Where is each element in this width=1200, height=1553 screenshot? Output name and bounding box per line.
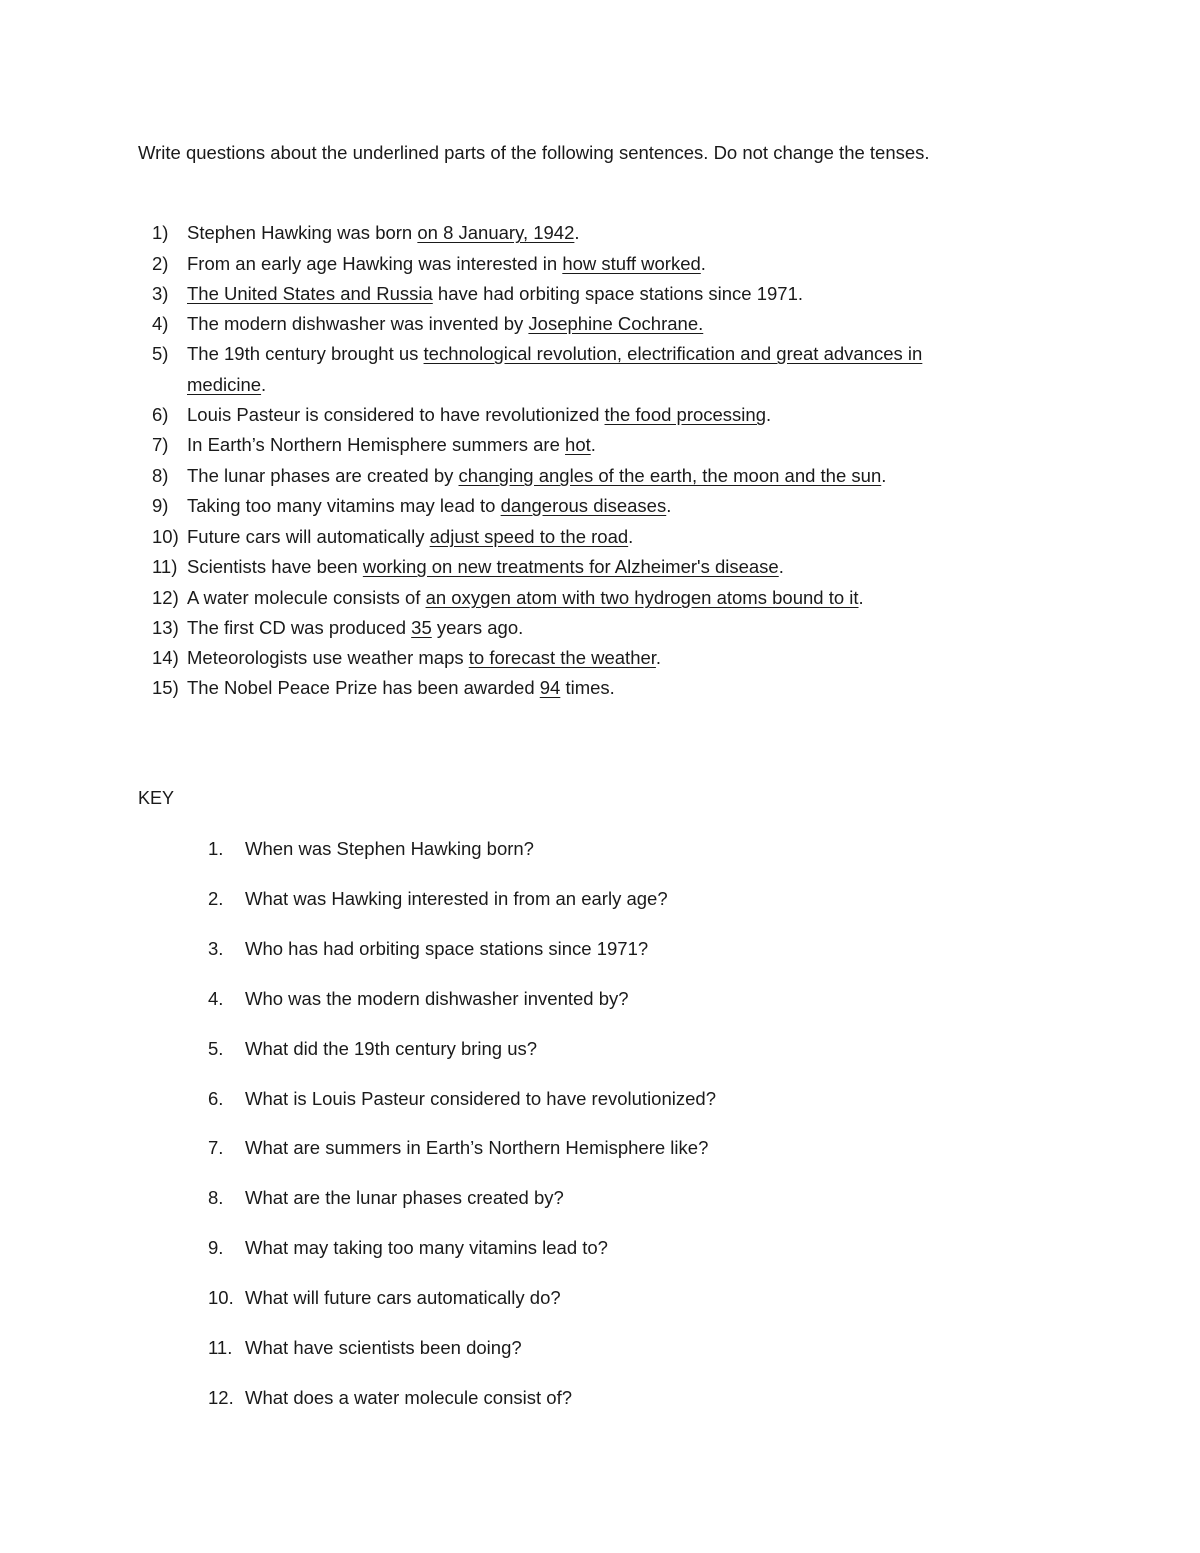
key-answer: What does a water molecule consist of? bbox=[245, 1387, 572, 1408]
exercise-number: 14) bbox=[152, 647, 179, 668]
exercise-sentence bbox=[187, 404, 771, 426]
exercise-sentence bbox=[187, 343, 922, 365]
sentence-text: . bbox=[655, 647, 662, 668]
key-answer: What may taking too many vitamins lead to? bbox=[245, 1237, 608, 1258]
exercise-sentence bbox=[187, 253, 706, 275]
underlined-phrase: on 8 January, 1942 bbox=[417, 222, 575, 243]
sentence-text: . bbox=[574, 222, 580, 243]
sentence-text: . bbox=[700, 253, 706, 274]
sentence-text: . bbox=[590, 434, 596, 455]
key-number: 10. bbox=[208, 1287, 234, 1308]
key-number: 12. bbox=[208, 1387, 234, 1408]
key-answer: What is Louis Pasteur considered to have revolutionized? bbox=[245, 1088, 716, 1109]
sentence-text: . bbox=[881, 465, 887, 486]
underlined-phrase: the food processing bbox=[604, 404, 766, 425]
exercise-sentence bbox=[187, 587, 864, 609]
sentence-text: The 19th century brought us bbox=[187, 343, 424, 364]
key-answer: What was Hawking interested in from an early age? bbox=[245, 888, 668, 909]
sentence-text: In Earth’s Northern Hemisphere summers are bbox=[187, 434, 566, 455]
sentence-text: Stephen Hawking was born bbox=[187, 222, 418, 243]
exercise-number: 12) bbox=[152, 587, 179, 608]
key-number: 3. bbox=[208, 938, 224, 959]
exercise-sentence bbox=[187, 647, 661, 669]
sentence-text: Taking too many vitamins may lead to bbox=[187, 495, 501, 516]
underlined-phrase: 94 bbox=[539, 677, 561, 698]
underlined-phrase: working on new treatments for Alzheimer's disease bbox=[362, 556, 779, 577]
key-number: 4. bbox=[208, 988, 224, 1009]
key-number: 11. bbox=[208, 1337, 233, 1358]
exercise-number: 9) bbox=[152, 495, 169, 516]
key-number: 7. bbox=[208, 1137, 224, 1158]
sentence-text: The lunar phases are created by bbox=[187, 465, 459, 486]
sentence-text: . bbox=[666, 495, 672, 516]
exercise-number: 15) bbox=[152, 677, 179, 698]
underlined-phrase: Josephine Cochrane. bbox=[528, 313, 704, 334]
exercise-sentence bbox=[187, 434, 596, 456]
sentence-text: . bbox=[858, 587, 864, 608]
key-answer: Who was the modern dishwasher invented by? bbox=[245, 988, 629, 1009]
sentence-text: A water molecule consists of bbox=[187, 587, 426, 608]
sentence-text: The first CD was produced bbox=[187, 617, 412, 638]
underlined-phrase: technological revolution, electrification and great advances in bbox=[423, 343, 923, 364]
key-answer: What will future cars automatically do? bbox=[245, 1287, 561, 1308]
instruction-text: Write questions about the underlined parts of the following sentences. Do not change the tenses. bbox=[138, 142, 930, 163]
exercise-sentence bbox=[187, 495, 671, 517]
underlined-phrase: The United States and Russia bbox=[187, 283, 433, 304]
exercise-sentence bbox=[187, 283, 803, 305]
key-number: 2. bbox=[208, 888, 224, 909]
exercise-number: 11) bbox=[152, 556, 178, 577]
sentence-text: . bbox=[261, 374, 267, 395]
exercise-number: 3) bbox=[152, 283, 169, 304]
underlined-phrase: changing angles of the earth, the moon and the sun bbox=[458, 465, 882, 486]
exercise-number: 2) bbox=[152, 253, 169, 274]
exercise-number: 4) bbox=[152, 313, 169, 334]
exercise-number: 10) bbox=[152, 526, 179, 547]
exercise-sentence bbox=[187, 465, 886, 487]
underlined-phrase: hot bbox=[565, 434, 591, 455]
key-title: KEY bbox=[138, 788, 175, 808]
underlined-phrase: an oxygen atom with two hydrogen atoms bound to it bbox=[425, 587, 859, 608]
sentence-text: have had orbiting space stations since 1971. bbox=[432, 283, 804, 304]
key-number: 1. bbox=[208, 838, 224, 859]
exercise-sentence bbox=[187, 313, 703, 335]
exercise-number: 8) bbox=[152, 465, 169, 486]
exercise-number: 7) bbox=[152, 434, 169, 455]
sentence-text: years ago. bbox=[431, 617, 524, 638]
exercise-sentence bbox=[187, 617, 523, 639]
sentence-text: . bbox=[778, 556, 784, 577]
sentence-text: . bbox=[766, 404, 772, 425]
key-answer: What did the 19th century bring us? bbox=[245, 1038, 538, 1059]
exercise-sentence bbox=[187, 677, 615, 699]
key-number: 9. bbox=[208, 1237, 224, 1258]
exercise-number: 6) bbox=[152, 404, 169, 425]
sentence-text: Future cars will automatically bbox=[187, 526, 430, 547]
sentence-text: Louis Pasteur is considered to have revolutionized bbox=[187, 404, 605, 425]
key-number: 6. bbox=[208, 1088, 224, 1109]
exercise-sentence bbox=[187, 222, 580, 244]
exercise-number: 13) bbox=[152, 617, 179, 638]
key-number: 5. bbox=[208, 1038, 224, 1059]
exercise-number: 5) bbox=[152, 343, 169, 364]
underlined-phrase: adjust speed to the road bbox=[429, 526, 629, 547]
underlined-phrase: how stuff worked bbox=[562, 253, 701, 274]
underlined-phrase: dangerous diseases bbox=[500, 495, 667, 516]
sentence-text: The Nobel Peace Prize has been awarded bbox=[187, 677, 540, 698]
exercise-sentence bbox=[187, 374, 266, 396]
key-answer: When was Stephen Hawking born? bbox=[245, 838, 534, 859]
underlined-phrase: medicine bbox=[187, 374, 262, 395]
sentence-text: Meteorologists use weather maps bbox=[187, 647, 469, 668]
exercise-sentence bbox=[187, 526, 633, 548]
sentence-text: From an early age Hawking was interested in bbox=[187, 253, 563, 274]
exercise-number: 1) bbox=[152, 222, 169, 243]
sentence-text: Scientists have been bbox=[187, 556, 363, 577]
underlined-phrase: to forecast the weather bbox=[468, 647, 656, 668]
underlined-phrase: 35 bbox=[411, 617, 432, 638]
sentence-text: times. bbox=[560, 677, 615, 698]
key-answer: What are the lunar phases created by? bbox=[245, 1187, 564, 1208]
key-answer: Who has had orbiting space stations since 1971? bbox=[245, 938, 649, 959]
key-answer: What have scientists been doing? bbox=[245, 1337, 522, 1358]
sentence-text: The modern dishwasher was invented by bbox=[187, 313, 529, 334]
sentence-text: . bbox=[628, 526, 634, 547]
key-answer: What are summers in Earth’s Northern Hemisphere like? bbox=[245, 1137, 709, 1158]
exercise-sentence bbox=[187, 556, 784, 578]
key-number: 8. bbox=[208, 1187, 224, 1208]
